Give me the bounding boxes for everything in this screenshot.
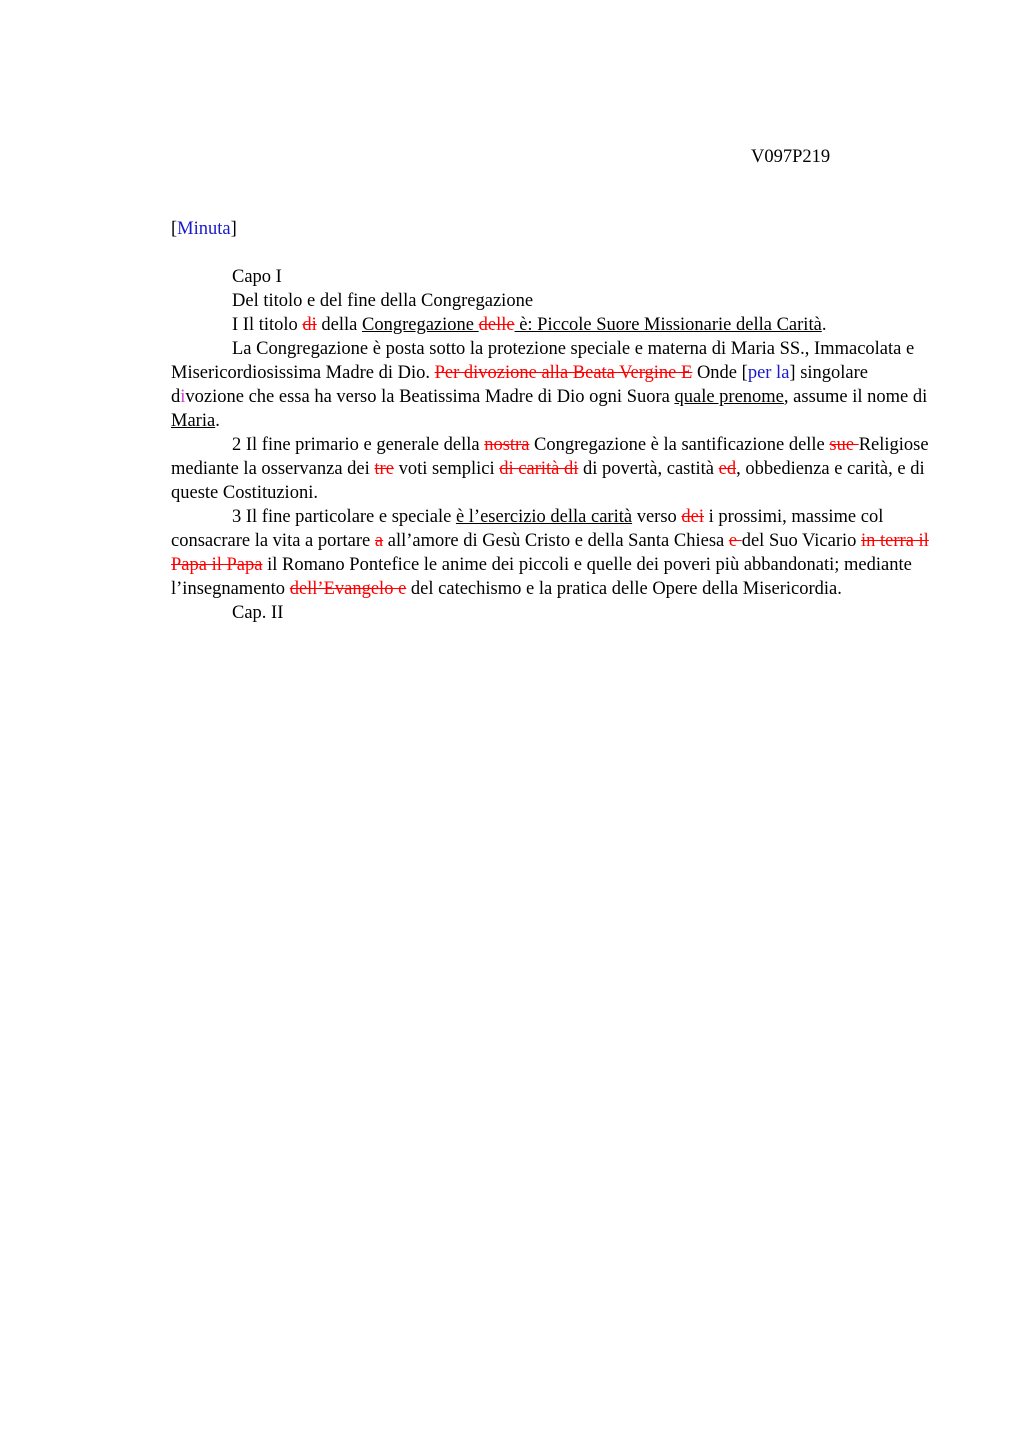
text-segment: Del titolo e del fine della Congregazione: [232, 291, 534, 311]
deleted-text: sue: [829, 435, 859, 455]
bracket-close: ]: [230, 219, 237, 239]
text-segment: voti semplici: [393, 459, 500, 479]
text-segment: all’amore di Gesù Cristo e della Santa Chiesa: [383, 531, 729, 551]
bracket-open: [: [171, 219, 178, 239]
article-1-continued: [171, 337, 931, 433]
inserted-text: per la: [747, 363, 790, 383]
chapter-title: [171, 265, 931, 289]
text-segment: .: [215, 411, 220, 431]
text-segment: della: [316, 315, 362, 335]
chapter-2-title: [171, 601, 931, 625]
deleted-text: a: [374, 531, 384, 551]
text-segment: 3 Il fine particolare e speciale: [232, 507, 456, 527]
article-3: [171, 505, 931, 601]
text-segment: il Romano Pontefice le anime dei piccoli e quelle dei poveri più abbandonati; mediante l’insegnamento: [171, 555, 912, 599]
deleted-text: dei: [681, 507, 705, 527]
underlined-text: è l’esercizio della carità: [455, 507, 633, 527]
text-segment: Capo I: [232, 267, 282, 287]
deleted-text: nostra: [484, 435, 530, 455]
text-segment: I Il titolo: [232, 315, 303, 335]
text-segment: Congregazione è la santificazione delle: [529, 435, 830, 455]
text-segment: [: [741, 363, 748, 383]
text-segment: , obbedienza e carità, e di queste Costituzioni.: [171, 459, 925, 503]
deleted-text: in terra il Papa il Papa: [171, 531, 929, 575]
underlined-text: Congregazione: [362, 315, 479, 335]
document-body: [171, 265, 931, 625]
text-segment: di povertà, castità: [578, 459, 719, 479]
deleted-text: Per divozione alla Beata Vergine E: [434, 363, 693, 383]
text-segment: verso: [632, 507, 682, 527]
deleted-text: e: [728, 531, 742, 551]
text-segment: i prossimi, massime col consacrare la vita a portare: [171, 507, 884, 551]
text-segment: del catechismo e la pratica delle Opere della Misericordia.: [406, 579, 842, 599]
underlined-text: Maria: [171, 411, 216, 431]
text-segment: vozione che essa ha verso la Beatissima Madre di Dio ogni Suora: [185, 387, 675, 407]
deleted-text: di: [302, 315, 317, 335]
chapter-subtitle: [171, 289, 931, 313]
text-segment: del Suo Vicario: [741, 531, 862, 551]
inserted-letter: i: [180, 387, 186, 407]
text-segment: Cap. II: [232, 603, 284, 623]
text-segment: , assume il nome di: [783, 387, 928, 407]
underlined-text: è: Piccole Suore Missionarie della Carità: [514, 315, 822, 335]
text-segment: ] singolare d: [171, 363, 869, 407]
underlined-text: quale prenome: [674, 387, 784, 407]
page-code: V097P219: [751, 147, 831, 167]
text-segment: 2 Il fine primario e generale della: [232, 435, 485, 455]
article-2: [171, 433, 931, 505]
deleted-text: delle: [478, 315, 515, 335]
text-segment: Religiose mediante la osservanza dei: [171, 435, 929, 479]
text-segment: La Congregazione è posta sotto la protezione speciale e materna di Maria SS., Immacolata e Misericordiosissima Madre di Dio.: [171, 339, 915, 383]
text-segment: Onde: [692, 363, 742, 383]
deleted-text: ed: [718, 459, 737, 479]
deleted-text: tre: [374, 459, 394, 479]
deleted-text: di carità di: [499, 459, 579, 479]
text-segment: .: [821, 315, 827, 335]
minuta-heading: [171, 219, 237, 240]
article-1: [171, 313, 931, 337]
minuta-label: Minuta: [177, 219, 231, 239]
deleted-text: dell’Evangelo e: [289, 579, 407, 599]
